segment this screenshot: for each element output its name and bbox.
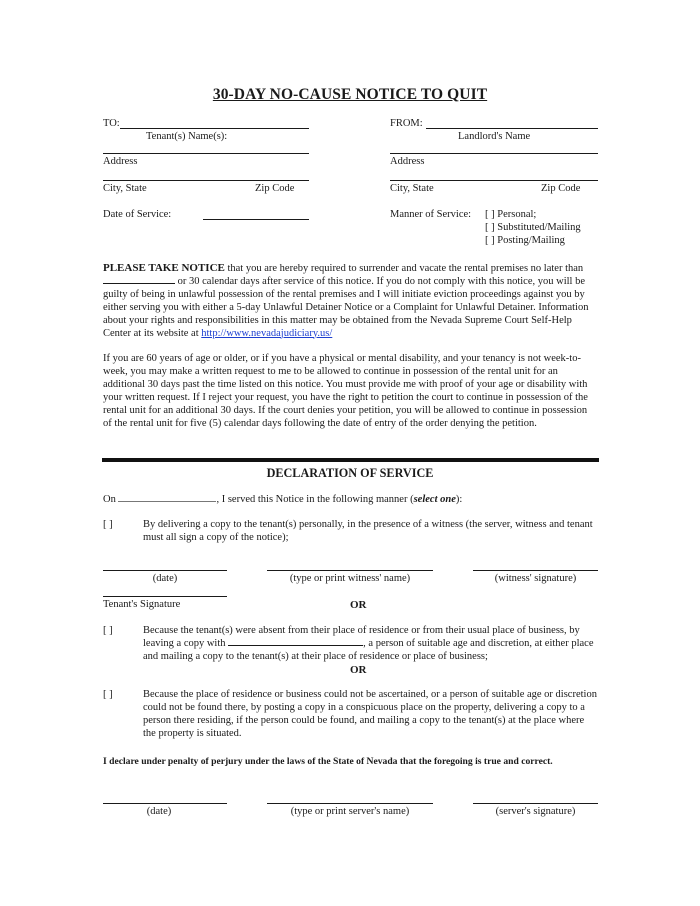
server-signature-caption: (server's signature) — [495, 806, 576, 817]
witness-signature-caption: (witness' signature) — [494, 573, 577, 584]
option-1-text: By delivering a copy to the tenant(s) personally, in the presence of a witness (the server, witness and tenant must all sign a copy of the notice); — [143, 519, 593, 543]
option-3-text: Because the place of residence or business could not be ascertained, or a person of suitable age or discretion could not be found there, by posting a copy in a conspicuous place on the property, delivering a copy to a person there residing, if the person could be found, and mailing a copy to the tenant(s) at the place where the property is situated. — [143, 689, 597, 739]
landlord-address-field[interactable] — [390, 153, 598, 154]
option-1-checkbox[interactable]: [ ] — [103, 519, 113, 530]
tenant-city-field[interactable] — [103, 180, 309, 181]
witness-date-caption: (date) — [152, 573, 178, 584]
landlord-name-caption: Landlord's Name — [458, 131, 531, 142]
served-end: ): — [455, 494, 463, 505]
server-name-caption: (type or print server's name) — [290, 806, 410, 817]
option-2-checkbox[interactable]: [ ] — [103, 625, 113, 636]
landlord-city-field[interactable] — [390, 180, 598, 181]
declaration-heading: DECLARATION OF SERVICE — [266, 466, 434, 480]
tenant-zip-caption: Zip Code — [255, 183, 295, 194]
option-2-text-a: Because the tenant(s) were absent from their place of residence or from their usual place of business, by leaving a copy with — [143, 625, 580, 649]
to-label: TO: — [103, 118, 120, 129]
manner-option-substituted[interactable]: [ ] Substituted/Mailing — [485, 222, 581, 233]
notice-paragraph — [103, 262, 597, 340]
landlord-city-caption: City, State — [390, 183, 434, 194]
witness-name-caption: (type or print witness' name) — [289, 573, 411, 584]
served-date-field[interactable] — [118, 501, 216, 502]
tenant-signature-field[interactable] — [103, 596, 227, 597]
person-left-with-field[interactable] — [228, 645, 363, 646]
tenant-address-caption: Address — [103, 156, 138, 167]
document-title: 30-DAY NO-CAUSE NOTICE TO QUIT — [212, 86, 488, 103]
landlord-name-field[interactable] — [426, 128, 598, 129]
vacate-date-field[interactable] — [103, 283, 175, 284]
senior-disability-paragraph: If you are 60 years of age or older, or if you have a physical or mental disability, and your tenancy is not week-to-week, you may make a written request to me to be allowed to continue in possession of the rental unit for an additional 30 days past the time listed on this notice. You must provide me with proof of your age or disability with your written request. If I reject your request, you have the right to petition the court to continue in possession of the rental unit for an additional 30 days. If the court denies your petition, you will be allowed to continue in possession of the rental unit for five (5) calendar days following the date of entry of the order denying the petition. — [103, 353, 588, 429]
server-name-field[interactable] — [267, 803, 433, 804]
landlord-zip-caption: Zip Code — [541, 183, 581, 194]
perjury-declaration: I declare under penalty of perjury under the laws of the State of Nevada that the foregoing is true and correct. — [103, 756, 553, 767]
landlord-address-caption: Address — [390, 156, 425, 167]
option-3-checkbox[interactable]: [ ] — [103, 689, 113, 700]
option-2-text — [143, 625, 598, 664]
tenant-name-caption: Tenant(s) Name(s): — [146, 131, 228, 142]
tenant-name-field[interactable] — [120, 128, 309, 129]
self-help-link[interactable]: http://www.nevadajudiciary.us/ — [201, 327, 333, 339]
tenant-signature-caption: Tenant's Signature — [103, 599, 181, 610]
notice-text-1: that you are hereby required to surrender and vacate the rental premises no later than — [224, 263, 584, 274]
witness-name-field[interactable] — [267, 570, 433, 571]
served-on-line — [103, 494, 462, 505]
notice-lead: PLEASE TAKE NOTICE — [103, 262, 225, 274]
select-one-label: select one — [413, 494, 456, 505]
date-of-service-label: Date of Service: — [103, 209, 172, 220]
tenant-city-caption: City, State — [103, 183, 147, 194]
server-signature-field[interactable] — [473, 803, 598, 804]
from-label: FROM: — [390, 118, 423, 129]
section-divider — [102, 458, 599, 462]
witness-date-field[interactable] — [103, 570, 227, 571]
server-date-caption: (date) — [146, 806, 172, 817]
notice-text-2: or 30 calendar days after service of this notice. If you do not comply with this notice, you will be guilty of being in unlawful possession of the rental premises and I will initiate eviction proceedings against you by either serving you with either a 5-day Unlawful Detainer Notice or a Complaint for Unlawful Detainer. Information about your rights and responsibilities in this matter may be obtained from the Nevada Supreme Court Self-Help Center at its website at — [103, 275, 589, 339]
witness-signature-field[interactable] — [473, 570, 598, 571]
manner-option-posting[interactable]: [ ] Posting/Mailing — [485, 235, 565, 246]
option-2-text-b: , a person of suitable age and discretion, at either place and mailing a copy to the tenant(s) at their place of residence or place of business; — [143, 637, 594, 662]
tenant-address-field[interactable] — [103, 153, 309, 154]
server-date-field[interactable] — [103, 803, 227, 804]
date-of-service-field[interactable] — [203, 219, 309, 220]
manner-option-personal[interactable]: [ ] Personal; — [485, 209, 537, 220]
or-separator-2: OR — [350, 664, 367, 676]
on-label: On — [103, 494, 116, 505]
or-separator-1: OR — [350, 599, 367, 611]
manner-of-service-label: Manner of Service: — [390, 209, 472, 220]
served-text: , I served this Notice in the following manner ( — [216, 494, 414, 505]
